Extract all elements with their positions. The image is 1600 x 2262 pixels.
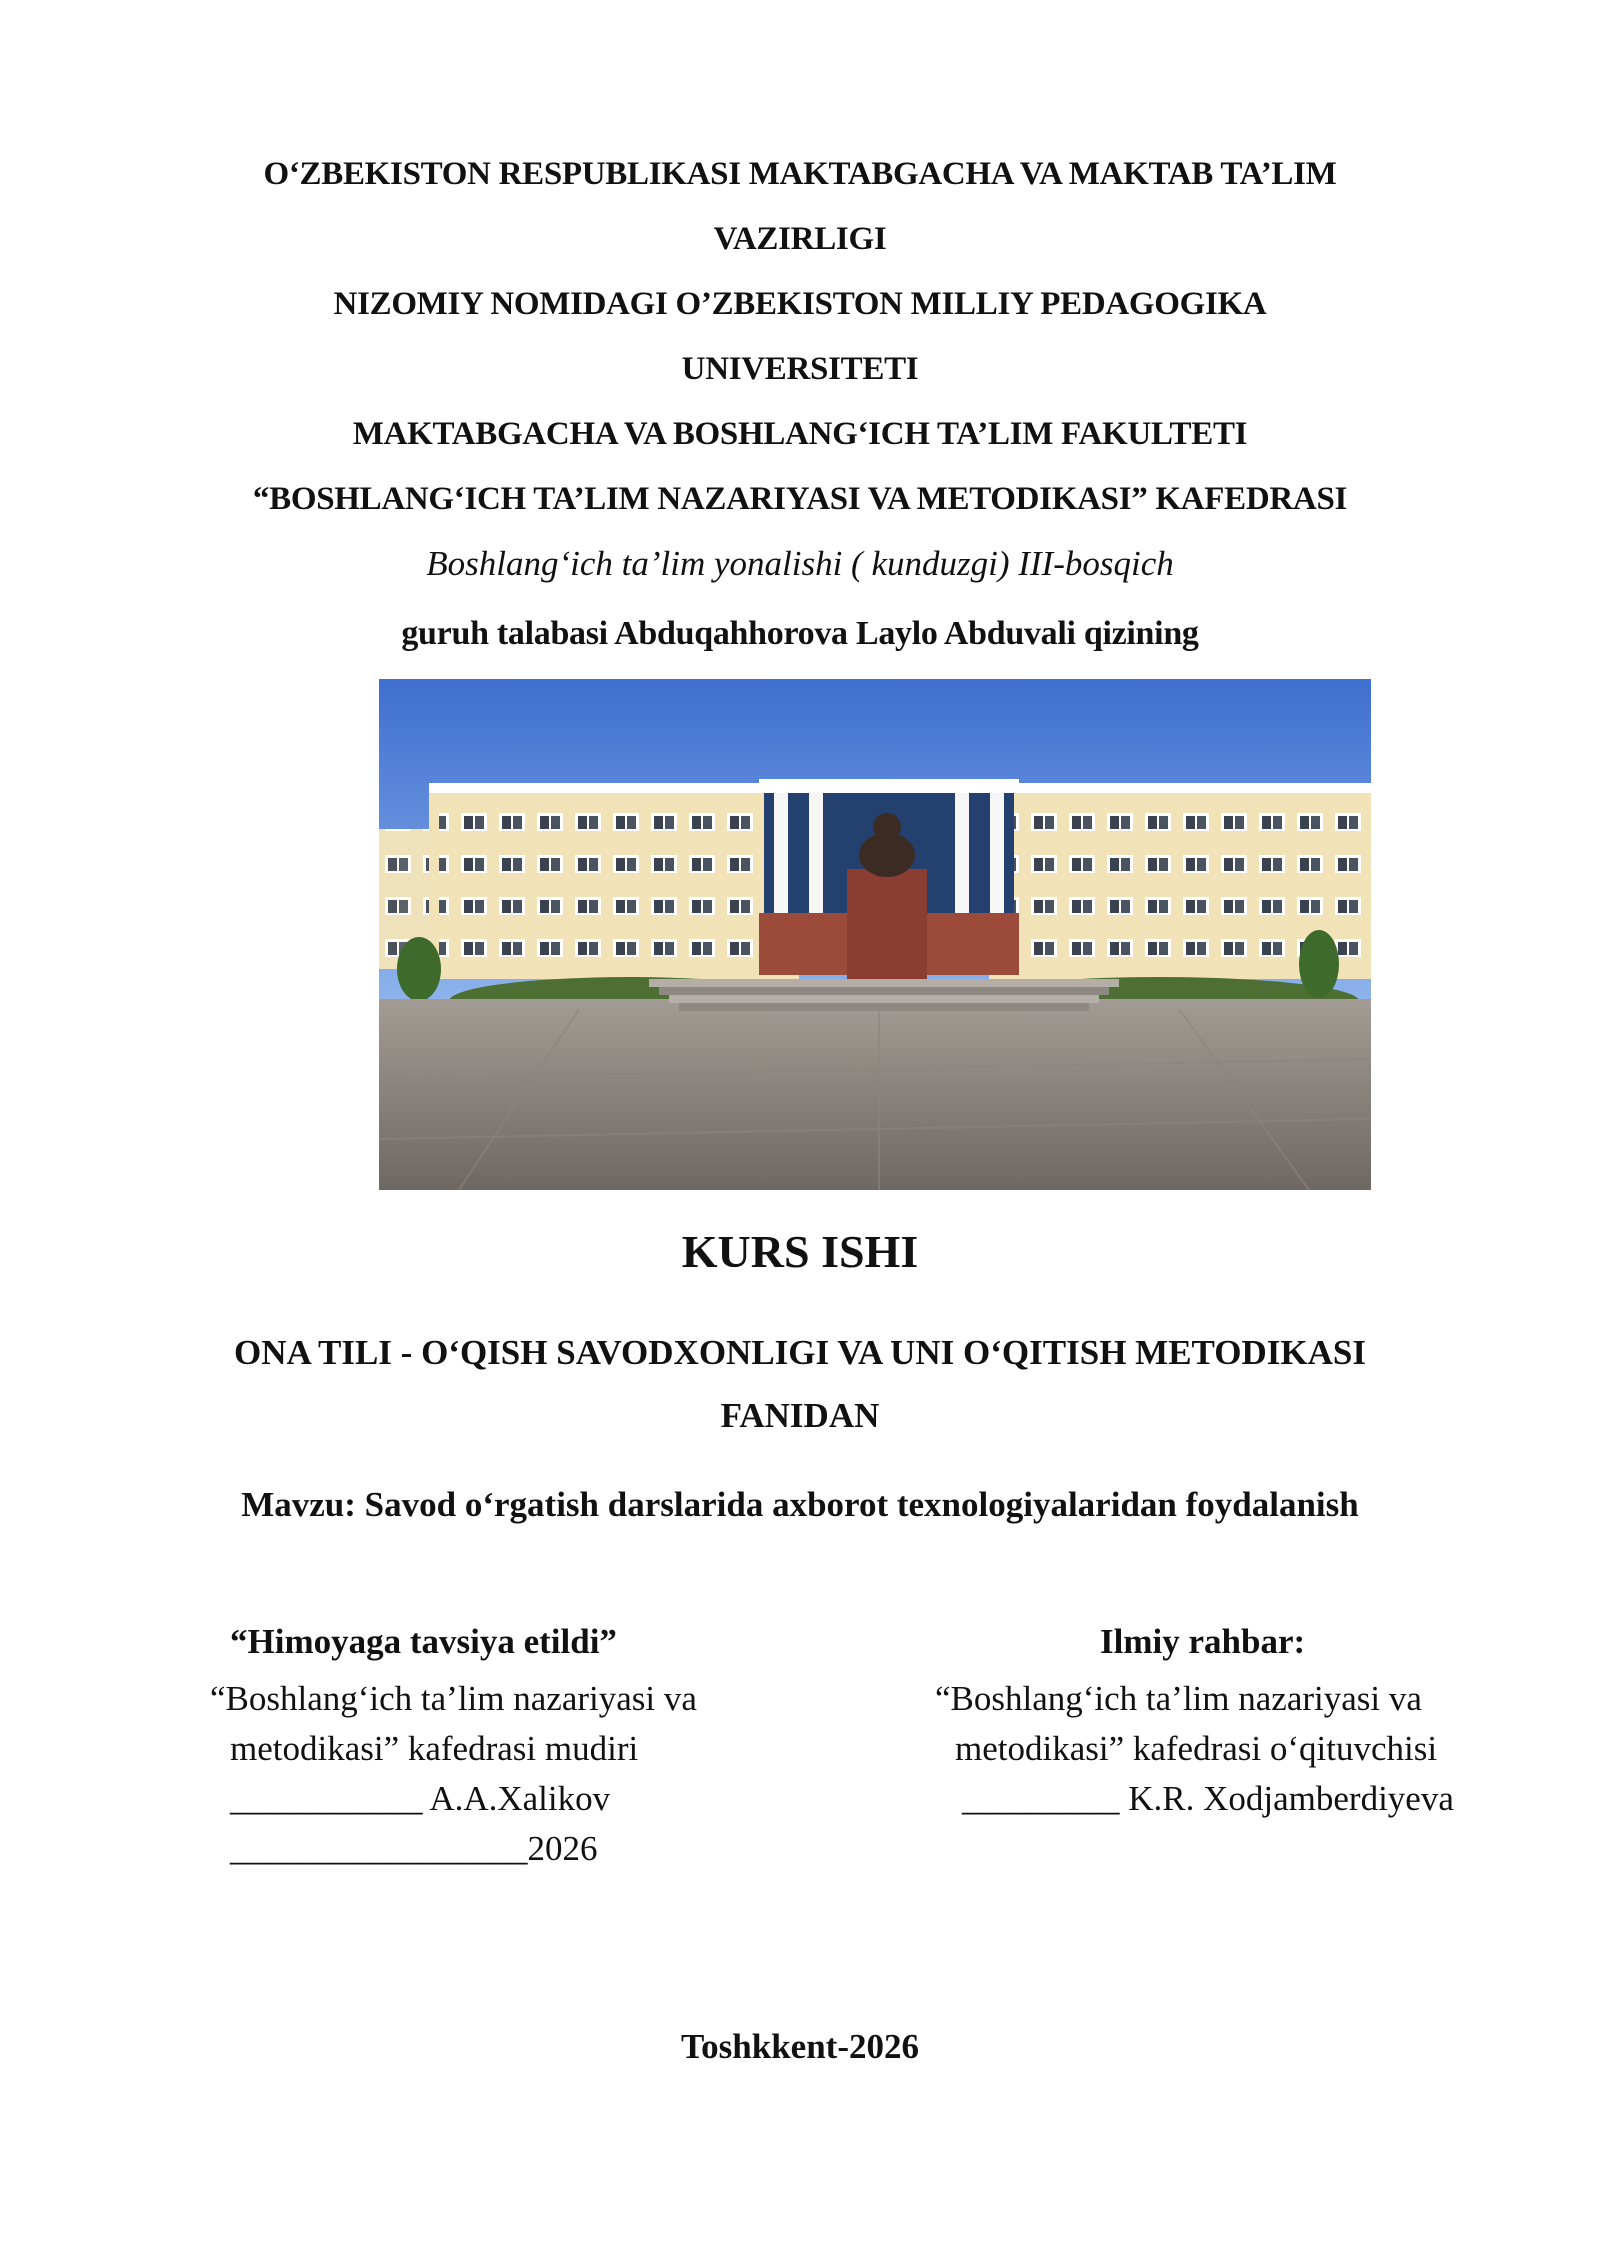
supervisor-heading: Ilmiy rahbar: (1100, 1622, 1306, 1661)
university-name-line-1: NIZOMIY NOMIDAGI O’ZBEKISTON MILLIY PEDAGOGIKA (333, 286, 1267, 322)
faculty-name: MAKTABGACHA VA BOSHLANG‘ICH TA’LIM FAKULTETI (352, 416, 1248, 452)
topic: Mavzu: Savod o‘rgatish darslarida axborot texnologiyalaridan foydalanish (241, 1485, 1359, 1524)
university-name-line-2: UNIVERSITETI (681, 351, 919, 387)
approval-date-line: _________________2026 (230, 1829, 598, 1868)
approval-block (210, 1622, 750, 1874)
approval-line-1: “Boshlang‘ich ta’lim nazariyasi va (210, 1679, 697, 1718)
ministry-name-line-2: VAZIRLIGI (713, 221, 887, 257)
supervisor-signature-line: _________ K.R. Xodjamberdiyeva (962, 1779, 1454, 1818)
supervisor-block (920, 1622, 1520, 1824)
student-name: guruh talabasi Abduqahhorova Laylo Abduvali qizining (401, 615, 1199, 652)
supervisor-line-2: metodikasi” kafedrasi o‘qituvchisi (955, 1729, 1438, 1768)
approval-line-2: metodikasi” kafedrasi mudiri (230, 1729, 639, 1768)
supervisor-line-1: “Boshlang‘ich ta’lim nazariyasi va (935, 1679, 1422, 1718)
subject-line-1: ONA TILI - O‘QISH SAVODXONLIGI VA UNI O‘QITISH METODIKASI (234, 1333, 1366, 1372)
ministry-name-line-1: O‘ZBEKISTON RESPUBLIKASI MAKTABGACHA VA MAKTAB TA’LIM (263, 156, 1337, 192)
document-title: KURS ISHI (681, 1226, 919, 1277)
approval-heading: “Himoyaga tavsiya etildi” (230, 1622, 617, 1661)
place-and-year: Toshkkent-2026 (681, 2027, 919, 2066)
subject-line-2: FANIDAN (720, 1396, 880, 1435)
approval-signature-line: ___________ A.A.Xalikov (230, 1779, 611, 1818)
study-direction: Boshlang‘ich ta’lim yonalishi ( kunduzgi) III-bosqich (426, 544, 1174, 583)
department-name: “BOSHLANG‘ICH TA’LIM NAZARIYASI VA METODIKASI” KAFEDRASI (252, 481, 1348, 517)
university-building-photo (379, 679, 1371, 1190)
